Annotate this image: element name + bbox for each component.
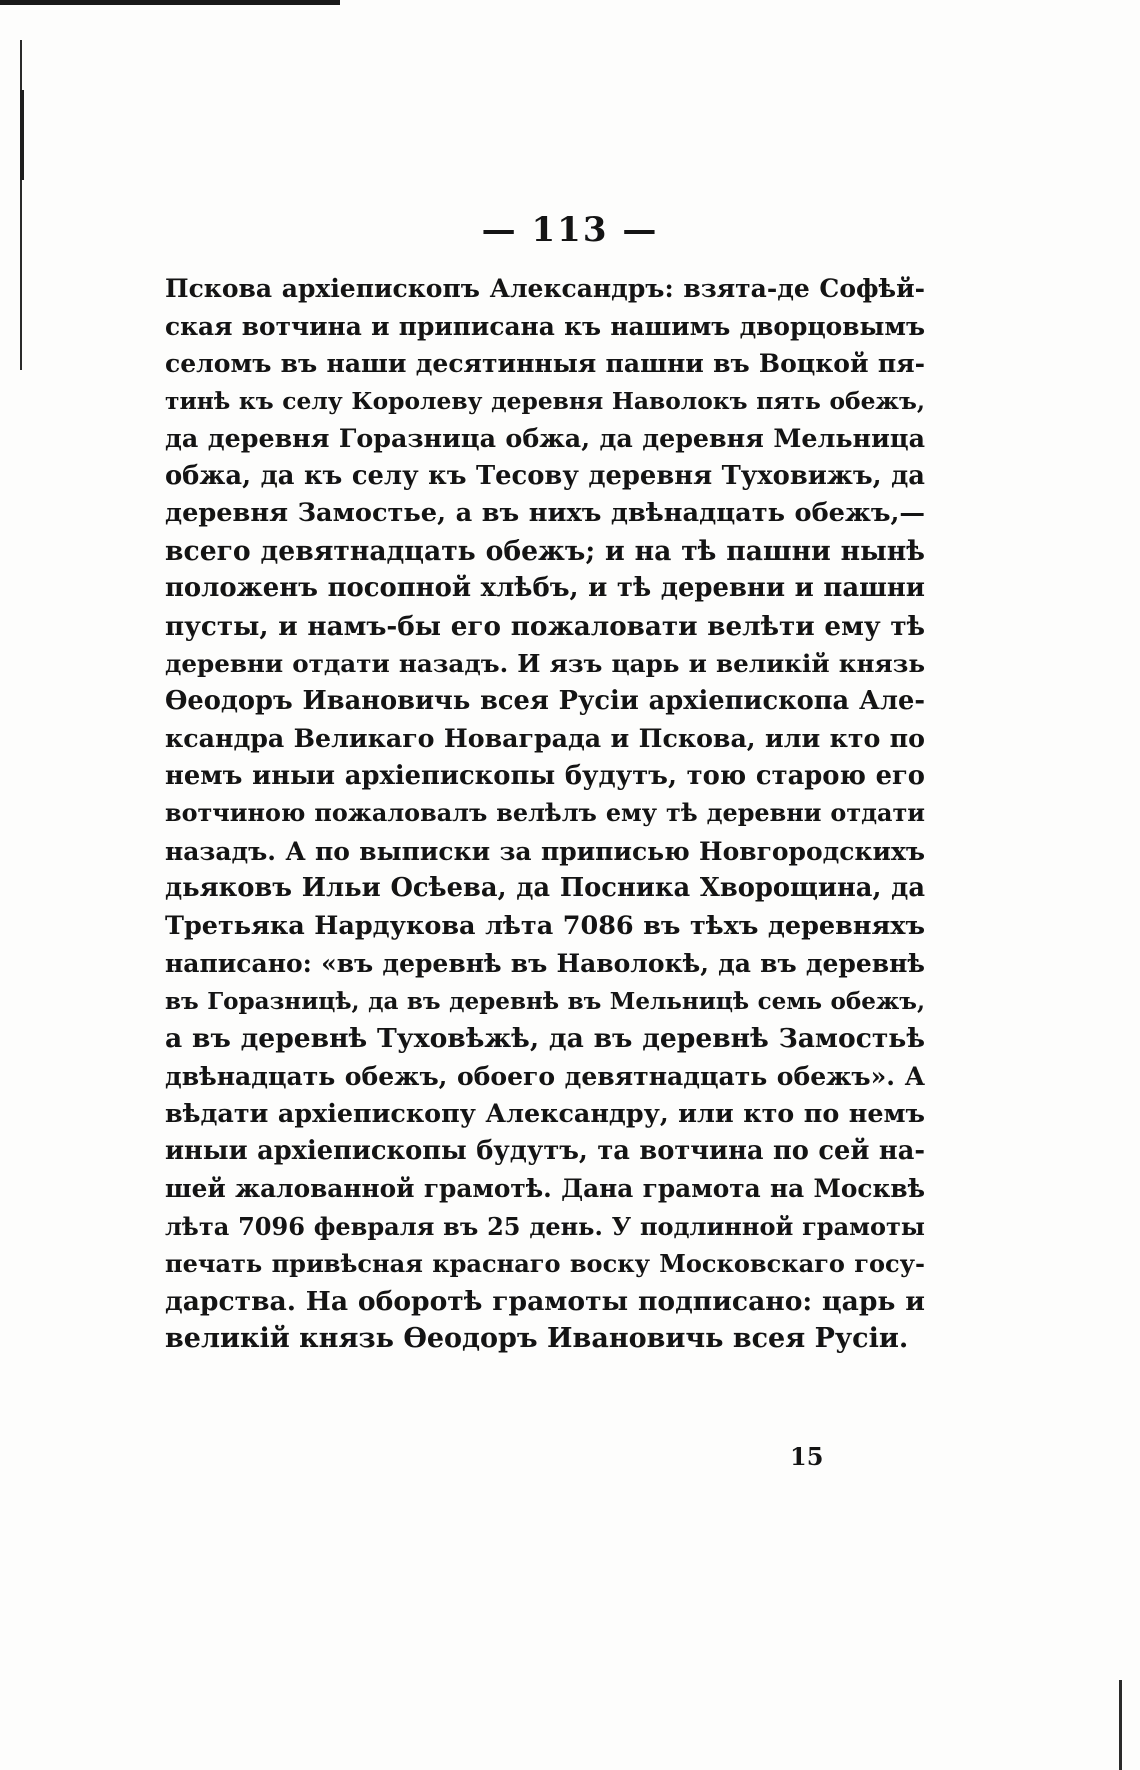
text-line: а въ деревнѣ Туховѣжѣ, да въ деревнѣ Замостьѣ [165, 1023, 925, 1054]
text-line: печать привѣсная краснаго воску Московскаго госу- [165, 1249, 925, 1278]
scan-edge-right [1119, 1680, 1122, 1770]
signature-mark: 15 [790, 1442, 824, 1471]
text-line: немъ иныи архіепископы будутъ, тою старою его [165, 760, 925, 791]
text-line: вѣдати архіепископу Александру, или кто по немъ [165, 1098, 925, 1128]
text-line: положенъ посопной хлѣбъ, и тѣ деревни и пашни [165, 573, 925, 603]
page-number: — 113 — [481, 210, 659, 250]
text-line: великій князь Ѳеодоръ Ивановичь всея Русіи. [165, 1323, 909, 1354]
text-line: написано: «въ деревнѣ въ Наволокѣ, да въ деревнѣ [165, 949, 925, 978]
text-line: Третьяка Нардукова лѣта 7086 въ тѣхъ деревняхъ [165, 910, 925, 941]
text-line: тинѣ къ селу Королеву деревня Наволокъ пять обежъ, [165, 386, 925, 415]
text-line: да деревня Горазница обжа, да деревня Мельница [165, 423, 925, 453]
scan-edge-top [0, 0, 340, 5]
scan-edge-left-mark [20, 90, 24, 180]
body-text [165, 270, 925, 1358]
text-line: въ Горазницѣ, да въ деревнѣ въ Мельницѣ семь обежъ, [165, 987, 925, 1015]
text-line: селомъ въ наши десятинныя пашни въ Воцкой пя- [165, 349, 925, 378]
text-line: вотчиною пожаловалъ велѣлъ ему тѣ деревни отдати [165, 799, 925, 827]
text-line: пусты, и намъ-бы его пожаловати велѣти ему тѣ [165, 610, 925, 642]
text-line: иныи архіепископы будутъ, та вотчина по сей на- [165, 1135, 925, 1166]
text-line: двѣнадцать обежъ, обоего девятнадцать обежъ». А [165, 1060, 925, 1091]
text-line: обжа, да къ селу къ Тесову деревня Туховижъ, да [165, 460, 925, 491]
text-line: назадъ. А по выписки за приписью Новгородскихъ [165, 836, 925, 866]
text-line: Ѳеодоръ Ивановичь всея Русіи архіепископа Але- [165, 685, 925, 716]
text-line: деревни отдати назадъ. И язъ царь и великій князь [165, 649, 925, 678]
text-line: лѣта 7096 февраля въ 25 день. У подлинной грамоты [165, 1211, 925, 1241]
text-line: Пскова архіепископъ Александръ: взята-де Софѣй- [165, 274, 925, 303]
text-line: всего девятнадцать обежъ; и на тѣ пашни нынѣ [165, 535, 925, 567]
text-line: дарства. На оборотѣ грамоты подписано: царь и [165, 1285, 925, 1317]
text-line: ская вотчина и приписана къ нашимъ дворцовымъ [165, 311, 925, 341]
text-line: деревня Замостье, а въ нихъ двѣнадцать обежъ,— [165, 498, 925, 528]
text-line: ксандра Великаго Новаграда и Пскова, или кто по [165, 723, 925, 753]
text-line: дьяковъ Ильи Осѣева, да Посника Хворощина, да [165, 873, 925, 903]
text-line: шей жалованной грамотѣ. Дана грамота на Москвѣ [165, 1174, 925, 1203]
